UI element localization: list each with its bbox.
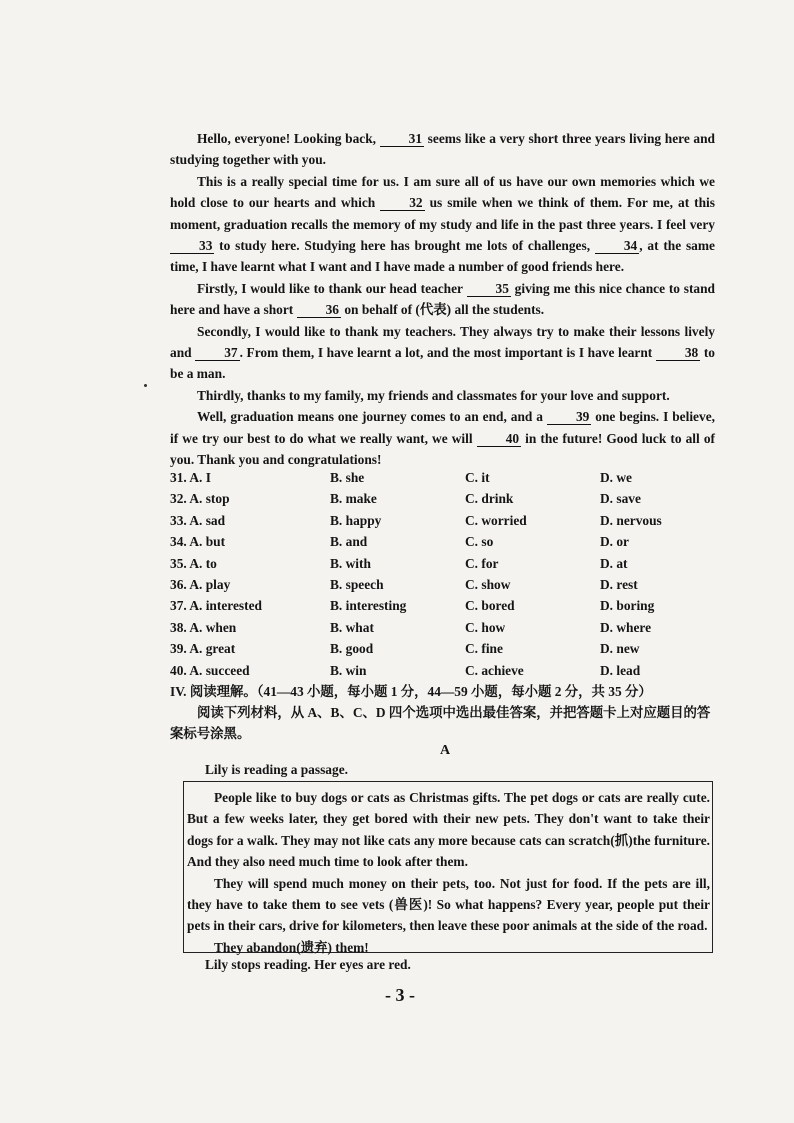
reading-outro: Lily stops reading. Her eyes are red.	[205, 957, 411, 972]
option-row-33: 33. A. sad B. happy C. worried D. nervous	[170, 512, 662, 528]
blank-36: 36	[297, 302, 341, 318]
passage-paragraph-6: Well, graduation means one journey comes to an end, and a 39 one begins. I believe, if we try our best to do what we really want, we will 40 in the future! Good luck to all of you. Thank you and congratulations!	[170, 409, 715, 468]
passage-paragraph-1: Hello, everyone! Looking back, 31 seems like a very short three years living here and studying together with you.	[170, 131, 716, 168]
reading-section	[170, 681, 715, 744]
cloze-options	[170, 467, 715, 681]
box-paragraph-3: They abandon(遗弃) them!	[214, 939, 369, 955]
option-row-35: 35. A. to B. with C. for D. at	[170, 555, 628, 571]
option-row-39: 39. A. great B. good C. fine D. new	[170, 641, 640, 657]
passage-letter: A	[440, 743, 451, 758]
reading-intro: Lily is reading a passage.	[205, 762, 348, 777]
passage-paragraph-3: Firstly, I would like to thank our head teacher 35 giving me this nice chance to stand here and have a short 36 on behalf of (代表) all the students.	[170, 280, 715, 318]
blank-40: 40	[477, 431, 521, 447]
blank-37: 37	[195, 345, 239, 361]
box-paragraph-2: They will spend much money on their pets, too. Not just for food. If the pets are ill, they have to take them to see vets (兽医)! So what happens? Every year, people put their pets in their cars, drive for kilometers, then leave these poor animals at the side of the road.	[187, 875, 710, 934]
cloze-passage	[170, 128, 715, 471]
blank-39: 39	[547, 409, 591, 425]
option-row-38: 38. A. when B. what C. how D. where	[170, 619, 652, 635]
page-number: - 3 -	[385, 985, 415, 1005]
blank-38: 38	[656, 345, 700, 361]
margin-dot	[144, 384, 147, 387]
blank-33: 33	[170, 238, 214, 254]
section-instruction: 阅读下列材料，从 A、B、C、D 四个选项中选出最佳答案，并把答题卡上对应题目的答案标号涂黑。	[170, 705, 711, 741]
option-row-36: 36. A. play B. speech C. show D. rest	[170, 576, 638, 592]
passage-paragraph-4: Secondly, I would like to thank my teachers. They always try to make their lessons lively and 37 . From them, I have learnt a lot, and the most important is I have learnt 38 to be a man.	[170, 323, 716, 382]
blank-34: 34	[595, 238, 639, 254]
blank-35: 35	[467, 281, 511, 297]
option-row-40: 40. A. succeed B. win C. achieve D. lead	[170, 662, 641, 678]
option-row-37: 37. A. interested B. interesting C. bored D. boring	[170, 598, 655, 614]
reading-box	[183, 781, 713, 953]
blank-31: 31	[380, 131, 424, 147]
blank-32: 32	[380, 195, 424, 211]
passage-paragraph-5: Thirdly, thanks to my family, my friends and classmates for your love and support.	[197, 387, 670, 403]
option-row-34: 34. A. but B. and C. so D. or	[170, 534, 630, 550]
option-row-32: 32. A. stop B. make C. drink D. save	[170, 491, 641, 507]
box-paragraph-1: People like to buy dogs or cats as Christmas gifts. The pet dogs or cats are really cute. But a few weeks later, they get bored with their new pets. They don't want to take their dogs for a walk. They may not like cats any more because cats can scratch(抓)the furniture. And they also need much time to look after them.	[187, 790, 710, 870]
section-heading: IV. 阅读理解。（41—43 小题，每小题 1 分，44—59 小题，每小题 2 分，共 35 分）	[170, 684, 652, 699]
passage-paragraph-2: This is a really special time for us. I am sure all of us have our own memories which we hold close to our hearts and which 32 us smile when we think of them. For me, at this moment, graduation recalls the memory of my study and life in the past three years. I feel very 33 to study here. Studying here has brought me lots of challenges, 34 , at the same time, I have learnt what I want and I have made a number of good friends here.	[170, 173, 715, 275]
option-row-31: 31. A. I B. she C. it D. we	[170, 470, 632, 485]
